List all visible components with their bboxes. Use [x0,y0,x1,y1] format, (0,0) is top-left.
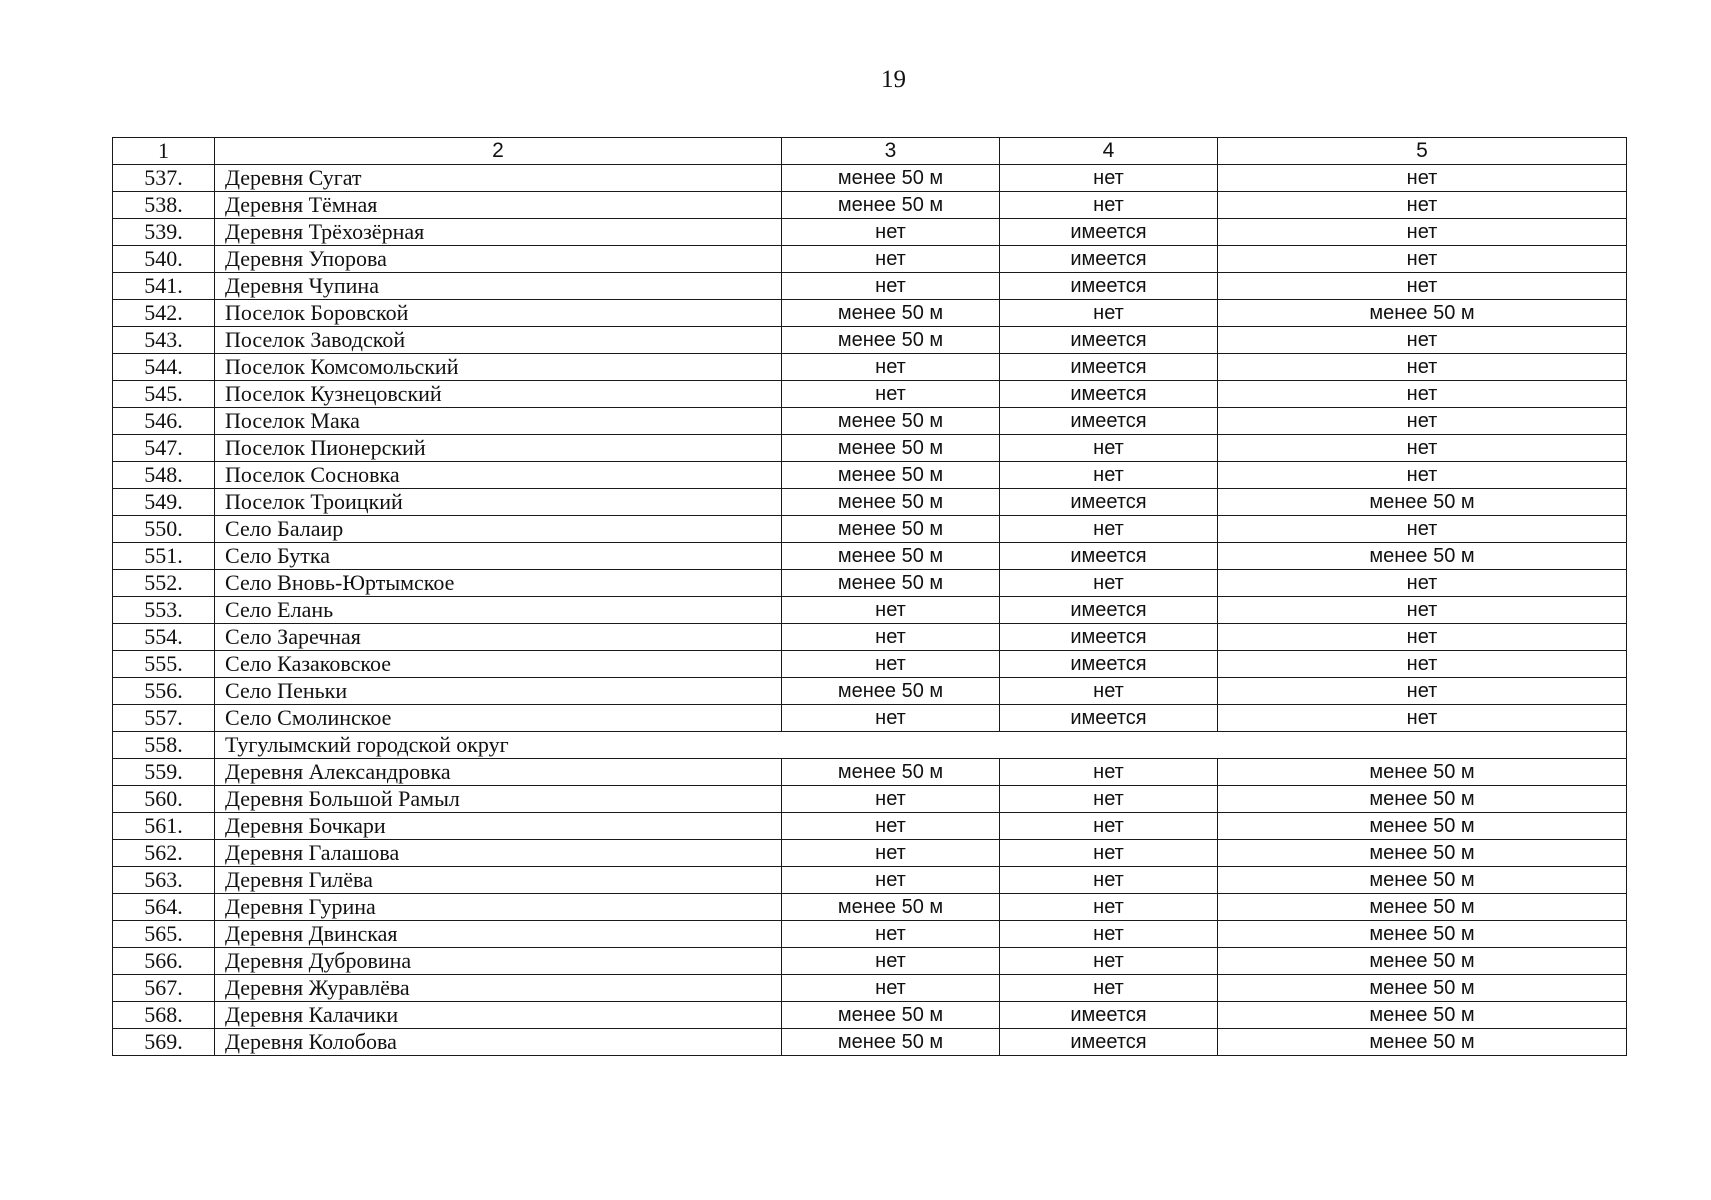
row-number: 562. [113,840,215,867]
column-3-value: нет [782,651,1000,678]
settlement-name: Поселок Заводской [215,327,782,354]
column-header-5: 5 [1218,138,1627,165]
row-number: 564. [113,894,215,921]
row-number: 569. [113,1029,215,1056]
settlement-name: Деревня Журавлёва [215,975,782,1002]
column-5-value: нет [1218,435,1627,462]
row-number: 541. [113,273,215,300]
column-4-value: имеется [1000,543,1218,570]
column-3-value: менее 50 м [782,570,1000,597]
column-header-4: 4 [1000,138,1218,165]
column-3-value: нет [782,705,1000,732]
column-5-value: нет [1218,408,1627,435]
column-3-value: нет [782,921,1000,948]
column-3-value: нет [782,597,1000,624]
row-number: 567. [113,975,215,1002]
column-3-value: нет [782,246,1000,273]
table-row [113,840,1627,867]
column-5-value: нет [1218,624,1627,651]
table-row [113,651,1627,678]
page-number: 19 [881,66,906,93]
row-number: 540. [113,246,215,273]
row-number: 537. [113,165,215,192]
column-4-value: нет [1000,570,1218,597]
settlement-name: Село Бутка [215,543,782,570]
settlement-name: Деревня Трёхозёрная [215,219,782,246]
column-5-value: менее 50 м [1218,543,1627,570]
settlement-name: Поселок Боровской [215,300,782,327]
table-row [113,408,1627,435]
table-row [113,786,1627,813]
row-number: 559. [113,759,215,786]
row-number: 546. [113,408,215,435]
column-header-1: 1 [113,138,215,165]
table-row [113,165,1627,192]
column-3-value: нет [782,786,1000,813]
column-4-value: нет [1000,867,1218,894]
settlement-name: Поселок Троицкий [215,489,782,516]
table-row [113,246,1627,273]
settlement-name: Деревня Двинская [215,921,782,948]
column-3-value: нет [782,975,1000,1002]
settlement-name: Деревня Гилёва [215,867,782,894]
column-4-value: нет [1000,165,1218,192]
settlement-name: Деревня Упорова [215,246,782,273]
row-number: 544. [113,354,215,381]
settlement-name: Село Заречная [215,624,782,651]
column-3-value: менее 50 м [782,192,1000,219]
settlement-name: Деревня Большой Рамыл [215,786,782,813]
column-4-value: имеется [1000,246,1218,273]
table-row [113,678,1627,705]
column-4-value: нет [1000,948,1218,975]
column-3-value: менее 50 м [782,408,1000,435]
settlement-name: Село Вновь-Юртымское [215,570,782,597]
column-4-value: нет [1000,759,1218,786]
table-row [113,516,1627,543]
settlement-name: Деревня Бочкари [215,813,782,840]
row-number: 560. [113,786,215,813]
column-5-value: нет [1218,570,1627,597]
column-4-value: имеется [1000,489,1218,516]
column-5-value: менее 50 м [1218,840,1627,867]
row-number: 561. [113,813,215,840]
table-row [113,813,1627,840]
row-number: 568. [113,1002,215,1029]
column-3-value: нет [782,354,1000,381]
table-row [113,543,1627,570]
column-4-value: нет [1000,786,1218,813]
column-3-value: менее 50 м [782,1029,1000,1056]
settlement-name: Поселок Кузнецовский [215,381,782,408]
row-number: 552. [113,570,215,597]
table-row [113,435,1627,462]
column-4-value: имеется [1000,1002,1218,1029]
row-number: 550. [113,516,215,543]
table-row [113,624,1627,651]
table-row [113,1002,1627,1029]
column-5-value: нет [1218,651,1627,678]
column-4-value: имеется [1000,408,1218,435]
row-number: 563. [113,867,215,894]
row-number: 565. [113,921,215,948]
column-5-value: нет [1218,192,1627,219]
column-5-value: нет [1218,462,1627,489]
table-row [113,300,1627,327]
column-4-value: нет [1000,975,1218,1002]
column-3-value: нет [782,813,1000,840]
settlement-name: Поселок Мака [215,408,782,435]
column-4-value: нет [1000,678,1218,705]
settlement-name: Поселок Пионерский [215,435,782,462]
row-number: 551. [113,543,215,570]
settlement-name: Село Казаковское [215,651,782,678]
column-4-value: имеется [1000,597,1218,624]
column-5-value: нет [1218,381,1627,408]
settlement-name: Деревня Колобова [215,1029,782,1056]
column-3-value: нет [782,273,1000,300]
column-5-value: нет [1218,705,1627,732]
column-5-value: менее 50 м [1218,489,1627,516]
column-4-value: нет [1000,516,1218,543]
column-5-value: нет [1218,597,1627,624]
column-3-value: менее 50 м [782,516,1000,543]
column-4-value: имеется [1000,354,1218,381]
column-5-value: нет [1218,219,1627,246]
table-row [113,597,1627,624]
settlement-name: Село Пеньки [215,678,782,705]
column-5-value: нет [1218,327,1627,354]
settlement-name: Деревня Александровка [215,759,782,786]
column-4-value: имеется [1000,624,1218,651]
column-5-value: менее 50 м [1218,894,1627,921]
column-4-value: имеется [1000,1029,1218,1056]
column-4-value: имеется [1000,327,1218,354]
row-number: 554. [113,624,215,651]
column-5-value: менее 50 м [1218,759,1627,786]
row-number: 542. [113,300,215,327]
column-5-value: нет [1218,273,1627,300]
settlement-name: Деревня Сугат [215,165,782,192]
table-row [113,489,1627,516]
table-row [113,867,1627,894]
row-number: 547. [113,435,215,462]
column-5-value: менее 50 м [1218,1029,1627,1056]
settlement-name: Село Смолинское [215,705,782,732]
table-row [113,948,1627,975]
column-4-value: имеется [1000,651,1218,678]
table-section-row [113,732,1627,759]
row-number: 543. [113,327,215,354]
table-row [113,1029,1627,1056]
row-number: 539. [113,219,215,246]
column-5-value: менее 50 м [1218,786,1627,813]
column-4-value: нет [1000,300,1218,327]
table-header-row [113,138,1627,165]
column-5-value: менее 50 м [1218,975,1627,1002]
settlement-name: Поселок Комсомольский [215,354,782,381]
column-4-value: нет [1000,921,1218,948]
settlement-name: Деревня Гурина [215,894,782,921]
column-5-value: менее 50 м [1218,1002,1627,1029]
row-number: 555. [113,651,215,678]
column-5-value: менее 50 м [1218,867,1627,894]
column-3-value: менее 50 м [782,165,1000,192]
column-3-value: менее 50 м [782,759,1000,786]
row-number: 557. [113,705,215,732]
column-3-value: нет [782,381,1000,408]
table-row [113,921,1627,948]
settlements-table [112,137,1627,1056]
column-3-value: нет [782,867,1000,894]
column-4-value: нет [1000,813,1218,840]
column-4-value: нет [1000,462,1218,489]
table-row [113,462,1627,489]
column-4-value: имеется [1000,381,1218,408]
column-3-value: менее 50 м [782,327,1000,354]
row-number: 538. [113,192,215,219]
column-4-value: нет [1000,840,1218,867]
settlement-name: Село Елань [215,597,782,624]
table-row [113,219,1627,246]
column-4-value: нет [1000,894,1218,921]
row-number: 545. [113,381,215,408]
column-3-value: нет [782,840,1000,867]
column-4-value: имеется [1000,219,1218,246]
row-number: 558. [113,732,215,759]
column-3-value: менее 50 м [782,435,1000,462]
settlement-name: Село Балаир [215,516,782,543]
column-5-value: менее 50 м [1218,921,1627,948]
column-4-value: нет [1000,192,1218,219]
column-3-value: нет [782,624,1000,651]
settlement-name: Деревня Чупина [215,273,782,300]
column-4-value: имеется [1000,273,1218,300]
column-header-2: 2 [215,138,782,165]
column-5-value: нет [1218,165,1627,192]
table-row [113,759,1627,786]
settlement-name: Деревня Дубровина [215,948,782,975]
column-3-value: нет [782,948,1000,975]
row-number: 553. [113,597,215,624]
table-row [113,894,1627,921]
column-3-value: менее 50 м [782,894,1000,921]
table-body [113,138,1627,1056]
table-row [113,381,1627,408]
row-number: 548. [113,462,215,489]
table-row [113,327,1627,354]
table-row [113,975,1627,1002]
table-row [113,354,1627,381]
table-row [113,192,1627,219]
column-header-3: 3 [782,138,1000,165]
table-row [113,273,1627,300]
settlement-name: Деревня Тёмная [215,192,782,219]
row-number: 556. [113,678,215,705]
column-3-value: менее 50 м [782,678,1000,705]
column-5-value: нет [1218,246,1627,273]
table-row [113,570,1627,597]
column-5-value: нет [1218,678,1627,705]
column-5-value: менее 50 м [1218,300,1627,327]
column-4-value: нет [1000,435,1218,462]
row-number: 566. [113,948,215,975]
column-5-value: нет [1218,354,1627,381]
column-3-value: нет [782,219,1000,246]
column-3-value: менее 50 м [782,543,1000,570]
column-3-value: менее 50 м [782,489,1000,516]
column-3-value: менее 50 м [782,300,1000,327]
settlement-name: Деревня Галашова [215,840,782,867]
settlement-name: Поселок Сосновка [215,462,782,489]
column-3-value: менее 50 м [782,462,1000,489]
column-5-value: менее 50 м [1218,948,1627,975]
settlement-name: Деревня Калачики [215,1002,782,1029]
column-4-value: имеется [1000,705,1218,732]
column-5-value: менее 50 м [1218,813,1627,840]
column-5-value: нет [1218,516,1627,543]
row-number: 549. [113,489,215,516]
column-3-value: менее 50 м [782,1002,1000,1029]
section-heading: Тугулымский городской округ [215,732,1627,759]
table-row [113,705,1627,732]
